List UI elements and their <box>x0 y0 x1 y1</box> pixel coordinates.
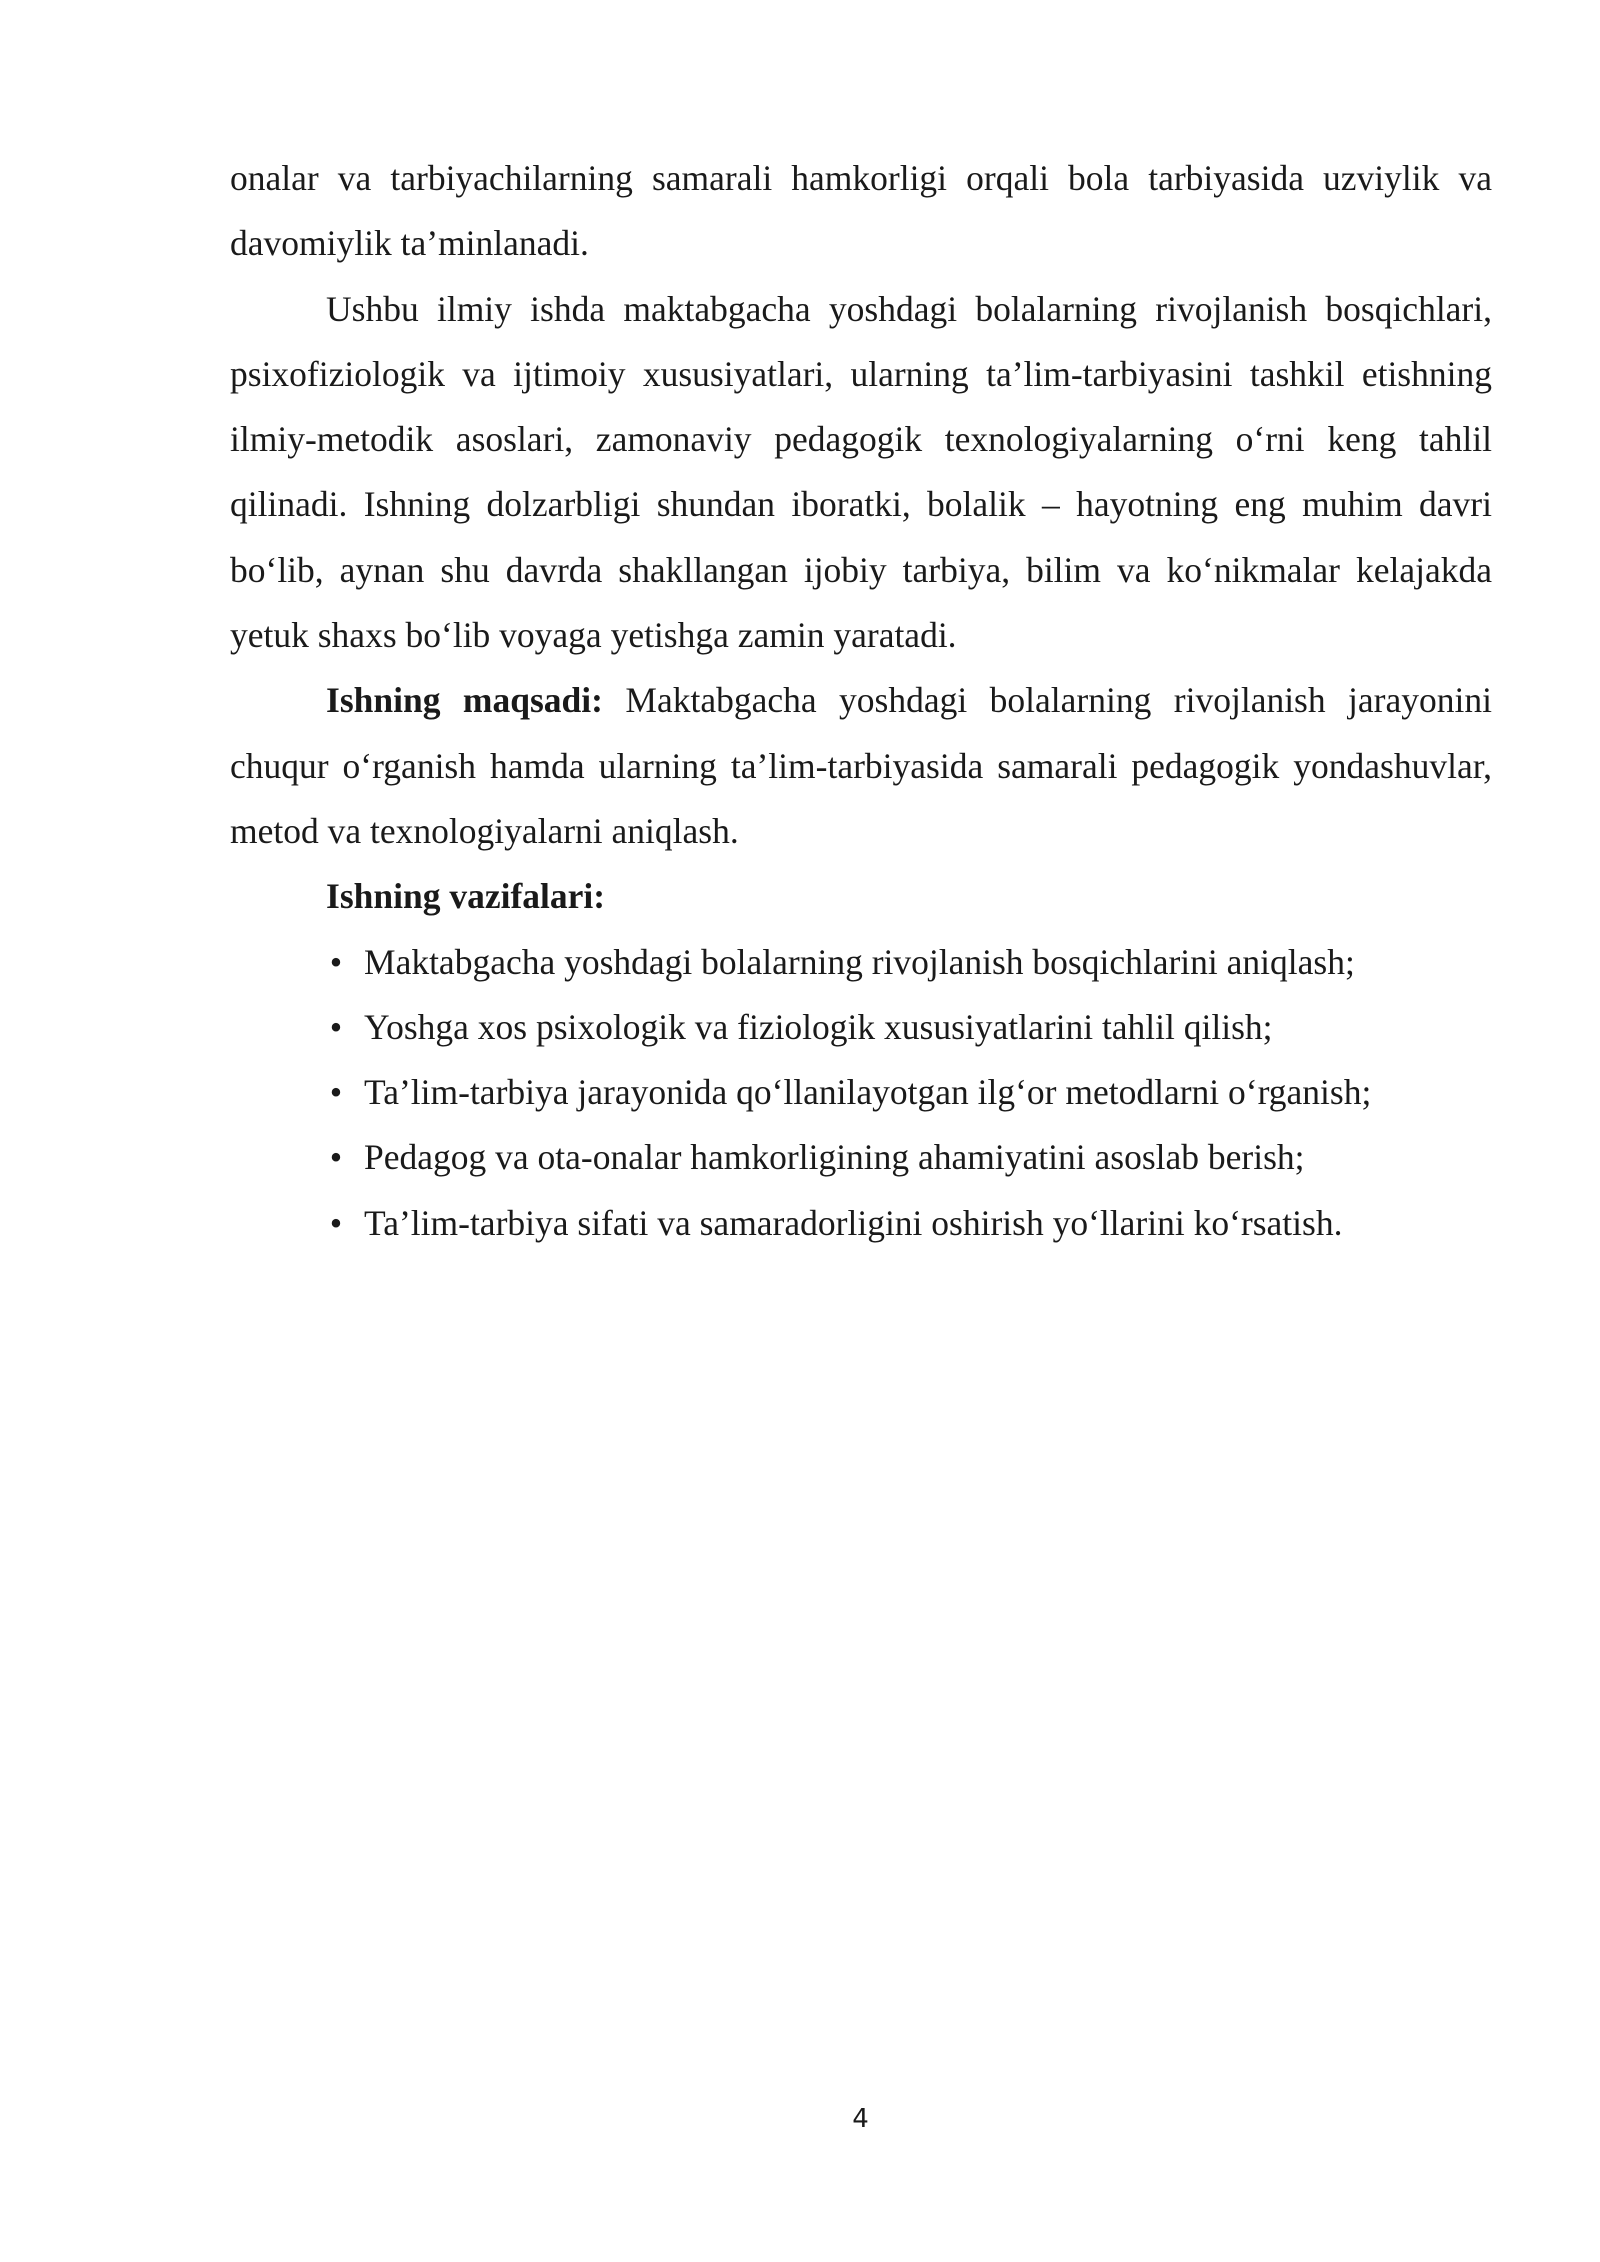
list-item-text: Pedagog va ota-onalar hamkorligining ahamiyatini asoslab berish; <box>364 1137 1305 1178</box>
tasks-heading: Ishning vazifalari: <box>326 876 606 917</box>
tasks-list <box>230 930 1492 1256</box>
list-item-text: Yoshga xos psixologik va fiziologik xususiyatlarini tahlil qilish; <box>364 1006 1273 1047</box>
bullet-icon: • <box>329 941 343 982</box>
page-body <box>230 146 1492 1256</box>
list-item <box>230 995 1492 1060</box>
paragraph-continuation: onalar va tarbiyachilarning samarali hamkorligi orqali bola tarbiyasida uzviylik va davomiylik ta’minlanadi. <box>230 158 1492 264</box>
goal-label: Ishning maqsadi: <box>326 680 603 721</box>
page-number: 4 <box>852 2104 869 2134</box>
list-item-text: Maktabgacha yoshdagi bolalarning rivojlanish bosqichlarini aniqlash; <box>364 941 1355 982</box>
goal-text: Maktabgacha yoshdagi bolalarning rivojlanish jarayonini chuqur o‘rganish hamda ularning ta’lim-tarbiyasida samarali pedagogik yondashuvlar, metod va texnologiyalarni aniqlash. <box>230 680 1492 851</box>
paragraph-overview: Ushbu ilmiy ishda maktabgacha yoshdagi bolalarning rivojlanish bosqichlari, psixofiziologik va ijtimoiy xususiyatlari, ularning ta’lim-tarbiyasini tashkil etishning ilmiy-metodik asoslari, zamonaviy pedagogik texnologiyalarning o‘rni keng tahlil qilinadi. Ishning dolzarbligi shundan iboratki, bolalik – hayotning eng muhim davri bo‘lib, aynan shu davrda shakllangan ijobiy tarbiya, bilim va ko‘nikmalar kelajakda yetuk shaxs bo‘lib voyaga yetishga zamin yaratadi. <box>230 288 1492 656</box>
list-item <box>230 1191 1492 1256</box>
list-item <box>230 1125 1492 1190</box>
list-item <box>230 930 1492 995</box>
list-item-text: Ta’lim-tarbiya sifati va samaradorligini oshirish yo‘llarini ko‘rsatish. <box>364 1202 1343 1243</box>
list-item-text: Ta’lim-tarbiya jarayonida qo‘llanilayotgan ilg‘or metodlarni o‘rganish; <box>364 1072 1372 1113</box>
list-item <box>230 1060 1492 1125</box>
bullet-icon: • <box>329 1137 343 1178</box>
paragraph-goal <box>230 668 1492 864</box>
bullet-icon: • <box>329 1202 343 1243</box>
bullet-icon: • <box>329 1072 343 1113</box>
bullet-icon: • <box>329 1006 343 1047</box>
